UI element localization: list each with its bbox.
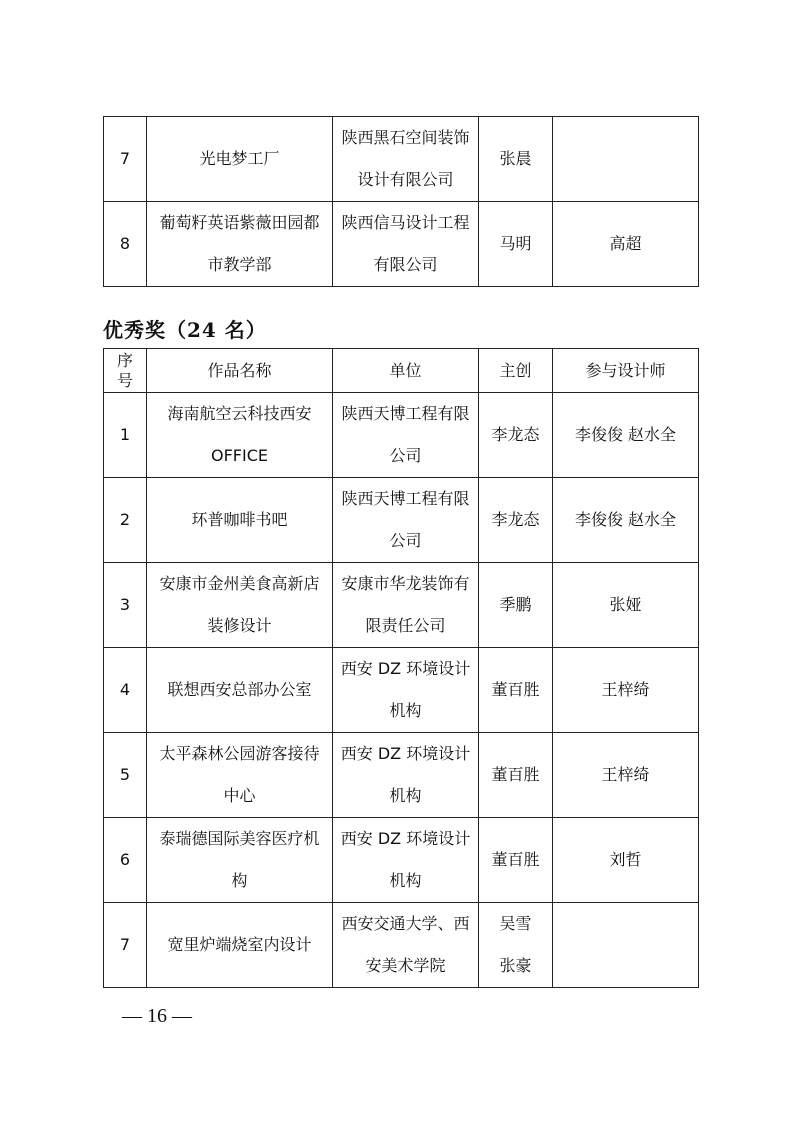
header-assist: 参与设计师 (553, 349, 699, 393)
cell-line: 马明 (499, 234, 532, 253)
cell-line: 太平森林公园游客接待 (159, 744, 320, 763)
cell-unit (333, 393, 479, 478)
table-row (104, 117, 699, 202)
cell-line: 公司 (389, 446, 422, 465)
cell-line: 机构 (389, 786, 422, 805)
cell-assist: 王梓绮 (553, 648, 699, 733)
cell-assist: 王梓绮 (553, 733, 699, 818)
cell-line: 西安 DZ 环境设计 (340, 829, 471, 848)
cell-line: 宽里炉端烧室内设计 (167, 935, 312, 954)
cell-no: 7 (104, 903, 147, 988)
cell-lead (479, 903, 553, 988)
cell-name (147, 478, 333, 563)
cell-line: 机构 (389, 871, 422, 890)
cell-line: 董百胜 (491, 850, 540, 869)
cell-line: 装修设计 (207, 616, 272, 635)
cell-assist: 张娅 (553, 563, 699, 648)
table-row (104, 648, 699, 733)
cell-lead (479, 478, 553, 563)
cell-line: 西安 DZ 环境设计 (340, 744, 471, 763)
cell-no: 3 (104, 563, 147, 648)
cell-line: 环普咖啡书吧 (191, 510, 288, 529)
cell-line: 光电梦工厂 (199, 149, 280, 168)
cell-line: 海南航空云科技西安 (167, 404, 312, 423)
cell-unit (333, 903, 479, 988)
cell-line: 泰瑞德国际美容医疗机 (159, 829, 320, 848)
cell-unit (333, 733, 479, 818)
cell-no: 5 (104, 733, 147, 818)
cell-assist (553, 117, 699, 202)
cell-unit (333, 202, 479, 287)
table-row (104, 818, 699, 903)
cell-name (147, 117, 333, 202)
cell-line: 机构 (389, 701, 422, 720)
cell-assist: 李俊俊 赵水全 (553, 478, 699, 563)
cell-lead (479, 117, 553, 202)
cell-unit (333, 563, 479, 648)
cell-line: 安康市金州美食高新店 (159, 574, 320, 593)
cell-unit (333, 117, 479, 202)
cell-assist: 刘哲 (553, 818, 699, 903)
cell-line: 吴雪 (499, 914, 532, 933)
cell-no: 6 (104, 818, 147, 903)
cell-line: 李龙态 (491, 510, 540, 529)
page-number: — 16 — (122, 1005, 192, 1027)
cell-assist: 李俊俊 赵水全 (553, 393, 699, 478)
cell-line: 董百胜 (491, 680, 540, 699)
cell-line: 季鹏 (499, 595, 532, 614)
cell-unit (333, 818, 479, 903)
cell-no: 1 (104, 393, 147, 478)
cell-line: 张豪 (499, 956, 532, 975)
section-title: 优秀奖（24 名） (103, 318, 267, 342)
excellence-award-table (103, 348, 699, 988)
cell-line: 中心 (223, 786, 256, 805)
cell-line: 陕西信马设计工程 (341, 213, 470, 232)
cell-line: 限责任公司 (365, 616, 446, 635)
cell-lead (479, 393, 553, 478)
cell-line: 西安 DZ 环境设计 (340, 659, 471, 678)
cell-lead (479, 202, 553, 287)
cell-line: 陕西天博工程有限 (341, 489, 470, 508)
table-row (104, 733, 699, 818)
cell-line: 构 (231, 871, 248, 890)
cell-line: OFFICE (211, 446, 268, 465)
cell-no: 4 (104, 648, 147, 733)
table-header-row (104, 349, 699, 393)
cell-lead (479, 648, 553, 733)
header-unit: 单位 (333, 349, 479, 393)
cell-line: 陕西黑石空间装饰 (341, 128, 470, 147)
header-no: 序 号 (104, 349, 147, 393)
cell-line: 陕西天博工程有限 (341, 404, 470, 423)
cell-lead (479, 563, 553, 648)
cell-name (147, 393, 333, 478)
header-name: 作品名称 (147, 349, 333, 393)
table-row (104, 393, 699, 478)
cell-assist: 高超 (553, 202, 699, 287)
cell-line: 董百胜 (491, 765, 540, 784)
cell-name (147, 563, 333, 648)
table-row (104, 478, 699, 563)
cell-line: 葡萄籽英语紫薇田园都 (159, 213, 320, 232)
cell-name (147, 648, 333, 733)
cell-lead (479, 733, 553, 818)
cell-line: 有限公司 (373, 255, 438, 274)
cell-line: 联想西安总部办公室 (167, 680, 312, 699)
header-lead: 主创 (479, 349, 553, 393)
cell-name (147, 202, 333, 287)
cell-line: 李龙态 (491, 425, 540, 444)
cell-unit (333, 478, 479, 563)
cell-assist (553, 903, 699, 988)
cell-no: 7 (104, 117, 147, 202)
table-row (104, 563, 699, 648)
cell-name (147, 818, 333, 903)
cell-unit (333, 648, 479, 733)
cell-line: 安康市华龙装饰有 (341, 574, 470, 593)
cell-no: 2 (104, 478, 147, 563)
cell-line: 安美术学院 (365, 956, 446, 975)
table-row (104, 903, 699, 988)
cell-line: 市教学部 (207, 255, 272, 274)
cell-line: 张晨 (499, 149, 532, 168)
table-row (104, 202, 699, 287)
cell-line: 公司 (389, 531, 422, 550)
cell-line: 设计有限公司 (357, 170, 454, 189)
cell-no: 8 (104, 202, 147, 287)
cell-name (147, 733, 333, 818)
cell-name (147, 903, 333, 988)
award-table-continued (103, 116, 699, 287)
cell-line: 西安交通大学、西 (341, 914, 470, 933)
cell-lead (479, 818, 553, 903)
